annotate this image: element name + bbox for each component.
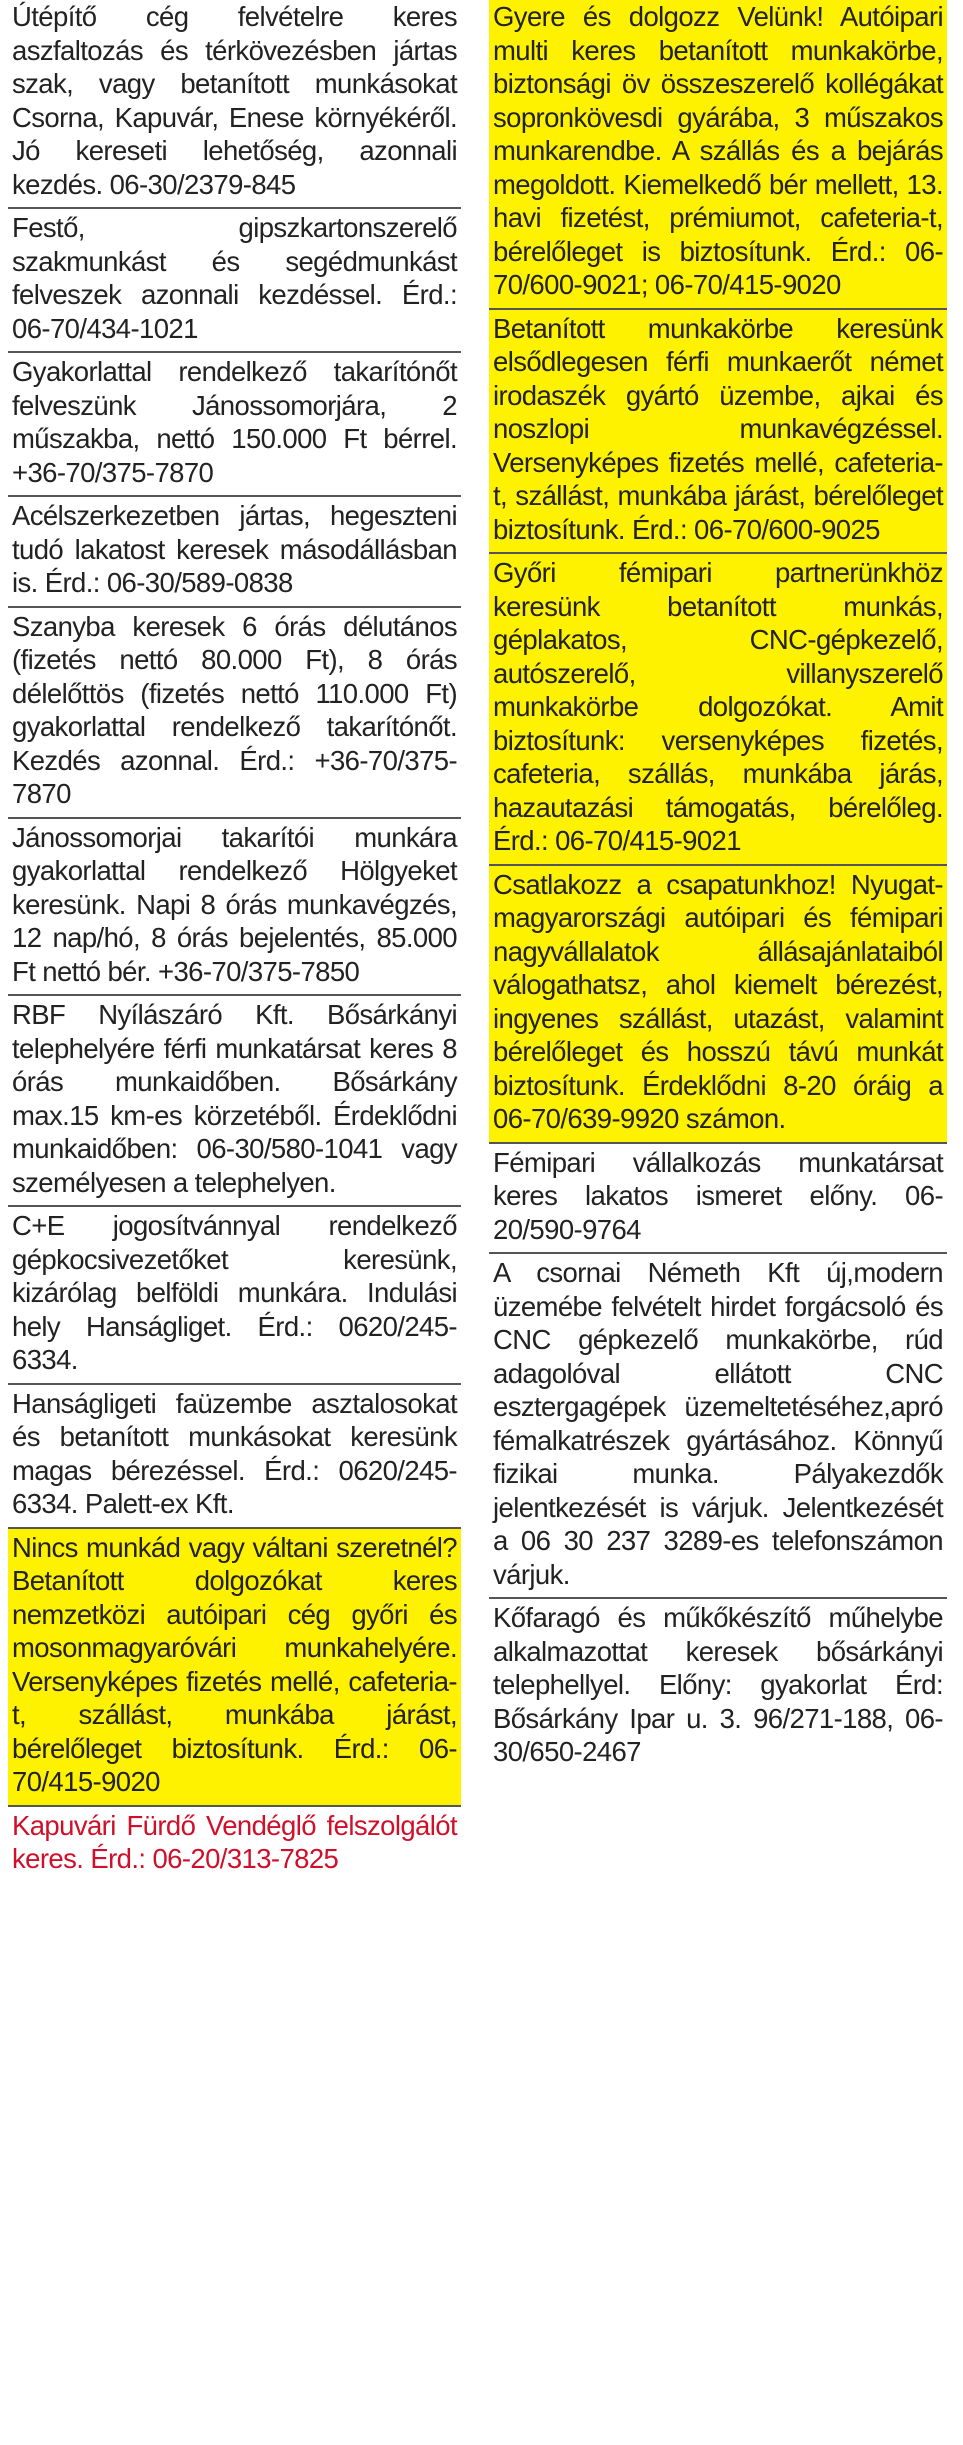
classified-ad: Jánossomorjai takarítói munkára gyakorlattal rendelkező Hölgyeket keresünk. Napi 8 órás munkavégzés, 12 nap/hó, 8 órás bejelentés, 85.000 Ft nettó bér. +36-70/375-7850 xyxy=(8,819,461,997)
classified-ad: Gyakorlattal rendelkező takarítónőt felveszünk Jánossomorjára, 2 műszakba, nettó 150.000 Ft bérrel. +36-70/375-7870 xyxy=(8,353,461,497)
classified-ad-highlighted: Gyere és dolgozz Velünk! Autóipari multi keres betanított munkakörbe, biztonsági öv összeszerelő kollégákat sopronkövesdi gyárába, 3 műszakos munkarendbe. A szállás és a bejárás megoldott. Kiemelkedő bér mellett, 13. havi fizetést, prémiumot, cafeteria-t, bérelőleget is biztosítunk. Érd.: 06-70/600-9021; 06-70/415-9020 xyxy=(489,0,947,310)
classified-column-left xyxy=(8,0,461,1882)
classified-ad-red: Kapuvári Fürdő Vendéglő felszolgálót keres. Érd.: 06-20/313-7825 xyxy=(12,1809,457,1874)
classified-ad: Szanyba keresek 6 órás délutános (fizetés nettó 80.000 Ft), 8 órás délelőttös (fizetés nettó 110.000 Ft) gyakorlattal rendelkező takarítónőt. Kezdés azonnal. Érd.: +36-70/375-7870 xyxy=(8,608,461,819)
classified-ad-highlighted: Betanított munkakörbe keresünk elsődlegesen férfi munkaerőt német irodaszék gyártó üzembe, ajkai és noszlopi munkavégzéssel. Versenyképes fizetés mellé, cafeteria-t, szállást, munkába járást, bérelőleget biztosítunk. Érd.: 06-70/600-9025 xyxy=(489,310,947,555)
classified-ad: Festő, gipszkartonszerelő szakmunkást és segédmunkást felveszek azonnali kezdéssel. Érd.: 06-70/434-1021 xyxy=(8,209,461,353)
classified-ad: RBF Nyílászáró Kft. Bősárkányi telephelyére férfi munkatársat keres 8 órás munkaidőben. Bősárkány max.15 km-es körzetéből. Érdeklődni munkaidőben: 06-30/580-1041 vagy személyesen a telephelyen. xyxy=(8,996,461,1207)
classified-ad-highlighted: Csatlakozz a csapatunkhoz! Nyugat-magyarországi autóipari és fémipari nagyvállalatok állásajánlataiból válogathatsz, ahol kiemelt bérezést, ingyenes szállást, utazást, valamint bérelőleget és hosszú távú munkát biztosítunk. Érdeklődni 8-20 óráig a 06-70/639-9920 számon. xyxy=(489,866,947,1144)
classified-ad-highlighted: Győri fémipari partnerünkhöz keresünk betanított munkás, géplakatos, CNC-gépkezelő, autószerelő, villanyszerelő munkakörbe dolgozókat. Amit biztosítunk: versenyképes fizetés, cafeteria, szállás, munkába járás, hazautazási támogatás, bérelőleg. Érd.: 06-70/415-9021 xyxy=(489,554,947,866)
classified-ad: C+E jogosítvánnyal rendelkező gépkocsivezetőket keresünk, kizárólag belföldi munkára. Indulási hely Hanságliget. Érd.: 0620/245-6334. xyxy=(8,1207,461,1385)
classified-ad: Acélszerkezetben jártas, hegeszteni tudó lakatost keresek másodállásban is. Érd.: 06-30/589-0838 xyxy=(8,497,461,608)
classified-ad: Kőfaragó és műkőkészítő műhelybe alkalmazottat keresek bősárkányi telephellyel. Előny: gyakorlat Érd: Bősárkány Ipar u. 3. 96/271-188, 06-30/650-2467 xyxy=(493,1602,943,1767)
classified-ad-highlighted: Nincs munkád vagy váltani szeretnél? Betanított dolgozókat keres nemzetközi autóipari cég győri és mosonmagyaróvári munkahelyére. Versenyképes fizetés mellé, cafeteria-t, szállást, munkába járást, bérelőleget biztosítunk. Érd.: 06-70/415-9020 xyxy=(8,1529,461,1807)
classified-ad: A csornai Németh Kft új,modern üzemébe felvételt hirdet forgácsoló és CNC gépkezelő munkakörbe, rúd adagolóval ellátott CNC esztergagépek üzemeltetéséhez,apró fémalkatrészek gyártásához. Könnyű fizikai munka. Pályakezdők jelentkezését is várjuk. Jelentkezését a 06 30 237 3289-es telefonszámon várjuk. xyxy=(489,1254,947,1599)
classified-ad: Útépítő cég felvételre keres aszfaltozás és térkövezésben jártas szak, vagy betanított munkásokat Csorna, Kapuvár, Enese környékéről. Jó kereseti lehetőség, azonnali kezdés. 06-30/2379-845 xyxy=(8,0,461,209)
classified-ad: Fémipari vállalkozás munkatársat keres lakatos ismeret előny. 06-20/590-9764 xyxy=(489,1144,947,1255)
classified-column-right xyxy=(489,0,947,1775)
classified-ad: Hanságligeti faüzembe asztalosokat és betanított munkásokat keresünk magas bérezéssel. Érd.: 0620/245-6334. Palett-ex Kft. xyxy=(8,1385,461,1529)
